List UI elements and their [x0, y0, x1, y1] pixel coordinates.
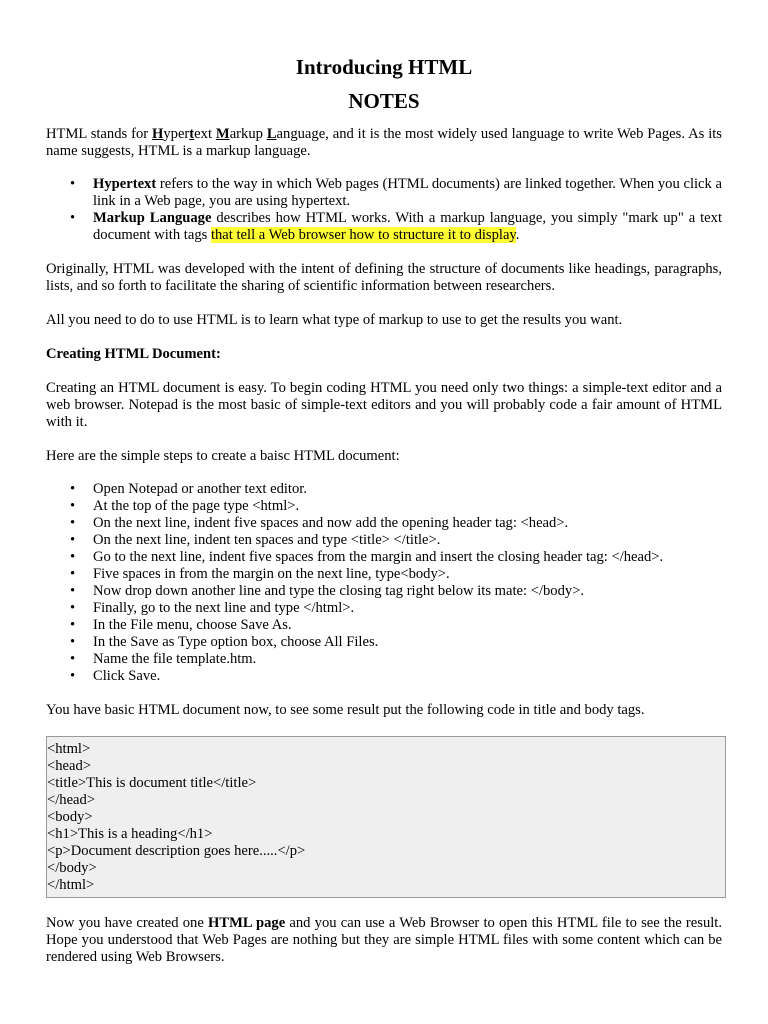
- term-hypertext: Hypertext: [93, 176, 157, 192]
- bullet-icon: •: [70, 515, 76, 531]
- paragraph-creating: Creating an HTML document is easy. To begin coding HTML you need only two things: a simple-text editor and a web browser. Notepad is the most basic of simple-text editors and you will probably code a fair amount of HTML with it.: [46, 380, 722, 430]
- code-line: <h1>This is a heading</h1>: [47, 826, 213, 842]
- bullet-icon: •: [70, 176, 76, 192]
- intro-letter-m: M: [215, 126, 230, 142]
- intro-letter-h: H: [152, 126, 164, 142]
- intro-letter-t: t: [189, 126, 195, 142]
- step-text: Click Save.: [93, 668, 161, 684]
- step-text: On the next line, indent five spaces and now add the opening header tag: <head>.: [93, 515, 569, 531]
- final-text-start: Now you have created one: [46, 915, 208, 931]
- bullet-icon: •: [70, 651, 76, 667]
- step-text: Now drop down another line and type the closing tag right below its mate: </body>.: [93, 583, 585, 599]
- code-line: </html>: [47, 877, 95, 893]
- code-line: </body>: [47, 860, 97, 876]
- intro-text-start: HTML stands for: [46, 126, 152, 142]
- steps-list: [46, 481, 722, 685]
- highlighted-text: that tell a Web browser how to structure it to display: [210, 227, 516, 243]
- bullet-icon: •: [70, 481, 76, 497]
- intro-paragraph: [46, 126, 722, 160]
- step-text: Five spaces in from the margin on the next line, type<body>.: [93, 566, 450, 582]
- intro-text-ext: ext: [194, 126, 216, 142]
- paragraph-final: [46, 915, 722, 966]
- section-heading: Creating HTML Document:: [46, 346, 221, 362]
- step-text: On the next line, indent ten spaces and type <title> </title>.: [93, 532, 441, 548]
- intro-text-anguage: anguage: [276, 126, 326, 142]
- step-text: At the top of the page type <html>.: [93, 498, 300, 514]
- bullet-icon: •: [70, 549, 76, 565]
- step-item: [46, 481, 722, 498]
- step-item: [46, 617, 722, 634]
- list-item: [46, 210, 722, 244]
- bullet-icon: •: [70, 210, 76, 226]
- bullet-icon: •: [70, 583, 76, 599]
- definition-text: refers to the way in which Web pages (HTML documents) are linked together. When you click a link in a Web page, you are using hypertext.: [93, 176, 722, 209]
- term-markup-language: Markup Language: [93, 210, 212, 226]
- intro-text-yper: yper: [163, 126, 190, 142]
- step-item: [46, 668, 722, 685]
- definition-list: [46, 176, 722, 244]
- paragraph-all-you-need: All you need to do to use HTML is to learn what type of markup to use to get the results you want.: [46, 312, 623, 328]
- code-line: <p>Document description goes here.....</p>: [47, 843, 306, 859]
- code-line: <title>This is document title</title>: [47, 775, 257, 791]
- intro-text-rest: , and it is the most widely used language to write Web Pages. As its name suggests, HTML is a markup language.: [46, 126, 722, 159]
- paragraph-steps-intro: Here are the simple steps to create a baisc HTML document:: [46, 448, 400, 464]
- step-text: Finally, go to the next line and type </html>.: [93, 600, 355, 616]
- step-item: [46, 515, 722, 532]
- step-item: [46, 532, 722, 549]
- code-line: <head>: [47, 758, 92, 774]
- step-text: Open Notepad or another text editor.: [93, 481, 307, 497]
- step-item: [46, 549, 722, 566]
- bullet-icon: •: [70, 617, 76, 633]
- bullet-icon: •: [70, 600, 76, 616]
- step-text: Name the file template.htm.: [93, 651, 257, 667]
- step-item: [46, 651, 722, 668]
- step-item: [46, 566, 722, 583]
- step-item: [46, 583, 722, 600]
- code-block: [46, 736, 726, 898]
- bullet-icon: •: [70, 498, 76, 514]
- step-text: In the Save as Type option box, choose All Files.: [93, 634, 379, 650]
- page-title: Introducing HTML: [295, 55, 473, 79]
- list-item: [46, 176, 722, 210]
- bullet-icon: •: [70, 634, 76, 650]
- code-line: <body>: [47, 809, 93, 825]
- step-item: [46, 600, 722, 617]
- final-bold-text: HTML page: [208, 915, 286, 931]
- step-text: Go to the next line, indent five spaces from the margin and insert the closing header tag: </head>.: [93, 549, 664, 565]
- definition-tail: .: [515, 227, 520, 243]
- step-item: [46, 498, 722, 515]
- definition-text: describes how HTML works. With a markup language, you simply "mark up" a text document with tags: [93, 210, 722, 243]
- bullet-icon: •: [70, 532, 76, 548]
- step-text: In the File menu, choose Save As.: [93, 617, 292, 633]
- bullet-icon: •: [70, 566, 76, 582]
- page-subtitle: NOTES: [348, 89, 420, 113]
- paragraph-basic: You have basic HTML document now, to see some result put the following code in title and body tags.: [46, 702, 645, 718]
- code-line: </head>: [47, 792, 96, 808]
- intro-text-arkup: arkup: [229, 126, 267, 142]
- paragraph-originally: Originally, HTML was developed with the intent of defining the structure of documents like headings, paragraphs, lists, and so forth to facilitate the sharing of scientific information between researchers.: [46, 261, 722, 294]
- code-line: <html>: [47, 741, 91, 757]
- bullet-icon: •: [70, 668, 76, 684]
- intro-letter-l: L: [266, 126, 277, 142]
- final-text-end: and you can use a Web Browser to open this HTML file to see the result. Hope you understood that Web Pages are nothing but they are simple HTML files with some content which can be rendered using Web Browsers.: [46, 915, 723, 965]
- step-item: [46, 634, 722, 651]
